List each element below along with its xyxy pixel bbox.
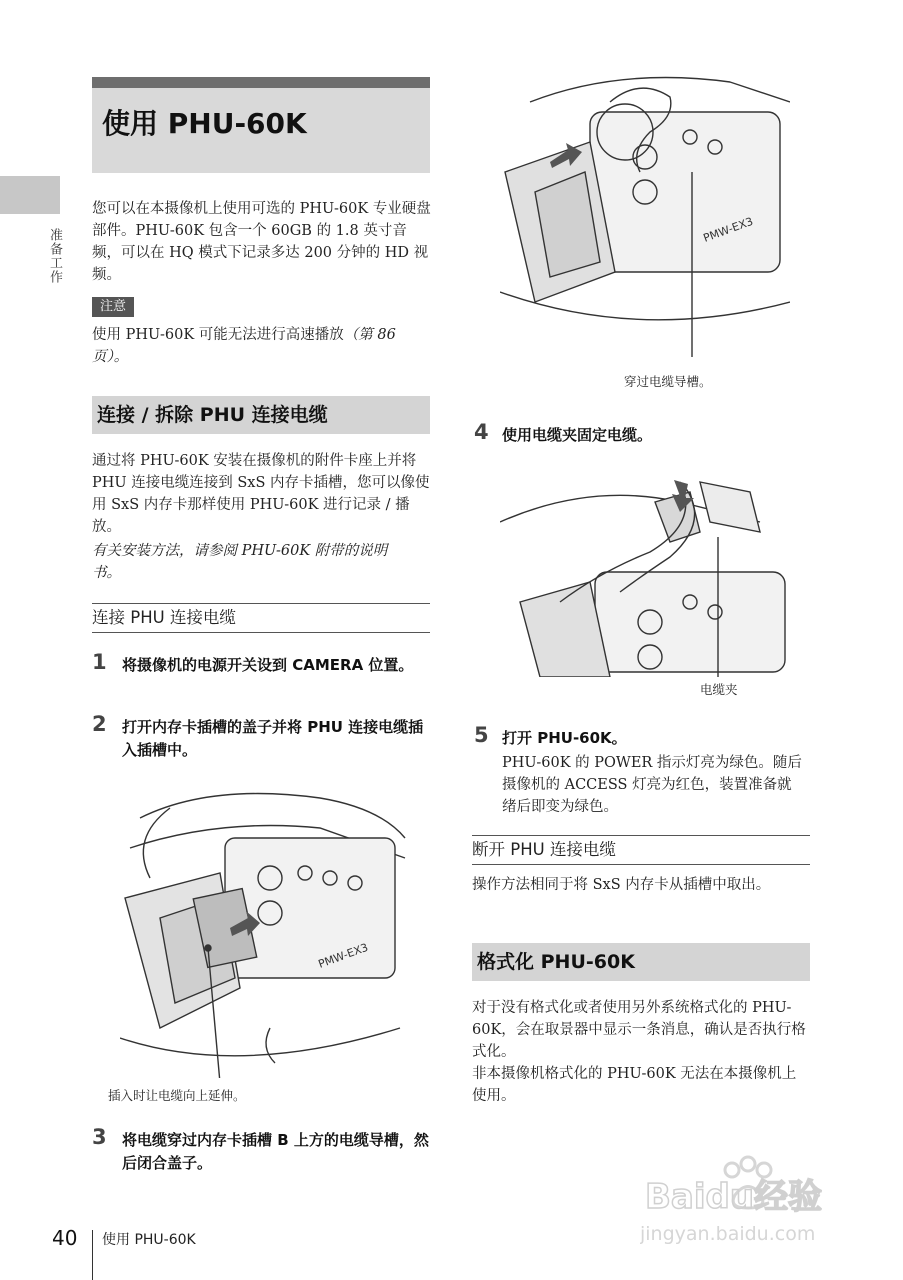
figure-insert-cable xyxy=(120,778,410,1078)
step-number: 5 xyxy=(474,723,489,747)
step-number: 4 xyxy=(474,420,489,444)
camera-model-label: PMW-EX3 xyxy=(316,940,370,971)
watermark-url: jingyan.baidu.com xyxy=(640,1223,816,1245)
subsection-connect-heading: 连接 PHU 连接电缆 xyxy=(92,608,236,627)
camera-model-label: PMW-EX3 xyxy=(701,214,755,245)
step-number: 1 xyxy=(92,650,107,674)
note-paragraph xyxy=(92,324,432,368)
section-connect-paragraph: 通过将 PHU-60K 安装在摄像机的附件卡座上并将 PHU 连接电缆连接到 SxS 内存卡插槽，您可以像使用 SxS 内存卡那样使用 PHU-60K 进行记录 / 播放。 xyxy=(92,453,430,535)
side-tab xyxy=(0,176,60,214)
note-tag: 注意 xyxy=(92,297,134,317)
camera-illustration-1 xyxy=(120,778,410,1078)
section-connect-heading: 连接 / 拆除 PHU 连接电缆 xyxy=(97,404,328,426)
camera-illustration-2 xyxy=(500,72,790,357)
page-number: 40 xyxy=(52,1226,78,1250)
step-text: 使用电缆夹固定电缆。 xyxy=(502,426,653,444)
figure-caption: 穿过电缆导槽。 xyxy=(624,374,712,389)
subsection-connect-heading-box xyxy=(92,603,430,633)
watermark-brand: Baidu经验 xyxy=(645,1177,823,1217)
page-title-box xyxy=(92,77,430,173)
section-connect-heading-box xyxy=(92,396,430,434)
side-tab-label: 准备工作 xyxy=(47,228,62,284)
baidu-watermark xyxy=(640,1150,850,1245)
step-text: 将摄像机的电源开关设到 CAMERA 位置。 xyxy=(122,656,414,674)
section-format-heading: 格式化 PHU-60K xyxy=(477,951,635,973)
section-format-paragraph-2: 非本摄像机格式化的 PHU-60K 无法在本摄像机上使用。 xyxy=(472,1066,797,1104)
footer-divider xyxy=(92,1230,93,1280)
camera-illustration-3 xyxy=(500,462,790,677)
section-format-paragraph-1: 对于没有格式化或者使用另外系统格式化的 PHU-60K，会在取景器中显示一条消息，确认是否执行格式化。 xyxy=(472,1000,806,1060)
step-text: 打开 PHU-60K。 xyxy=(502,729,627,747)
step5-detail: PHU-60K 的 POWER 指示灯亮为绿色。随后摄像机的 ACCESS 灯亮为红色，装置准备就绪后即变为绿色。 xyxy=(502,755,802,815)
intro-paragraph: 您可以在本摄像机上使用可选的 PHU-60K 专业硬盘部件。PHU-60K 包含一个 60GB 的 1.8 英寸音频，可以在 HQ 模式下记录多达 200 分钟的 HD 视频。 xyxy=(92,201,431,283)
install-reference: 有关安装方法，请参阅 PHU-60K 附带的说明书。 xyxy=(92,543,388,581)
subsection-disconnect-paragraph: 操作方法相同于将 SxS 内存卡从插槽中取出。 xyxy=(472,877,771,893)
page-title: 使用 PHU-60K xyxy=(102,107,307,140)
subsection-disconnect-heading: 断开 PHU 连接电缆 xyxy=(472,840,616,859)
figure-cable-clamp xyxy=(500,462,790,677)
step-text: 将电缆穿过内存卡插槽 B 上方的电缆导槽，然后闭合盖子。 xyxy=(122,1131,429,1172)
step-number: 3 xyxy=(92,1125,107,1149)
step-text: 打开内存卡插槽的盖子并将 PHU 连接电缆插入插槽中。 xyxy=(122,718,424,759)
note-page-ref[interactable]: （第 86 页）。 xyxy=(92,327,396,365)
paw-icon xyxy=(640,1150,850,1245)
note-text: 使用 PHU-60K 可能无法进行高速播放 xyxy=(92,327,344,343)
figure-caption: 插入时让电缆向上延伸。 xyxy=(108,1088,246,1103)
step-number: 2 xyxy=(92,712,107,736)
subsection-disconnect-heading-box xyxy=(472,835,810,865)
footer-title: 使用 PHU-60K xyxy=(102,1232,196,1248)
figure-cable-guide xyxy=(500,72,790,357)
figure-caption: 电缆夹 xyxy=(700,682,738,697)
section-format-heading-box xyxy=(472,943,810,981)
